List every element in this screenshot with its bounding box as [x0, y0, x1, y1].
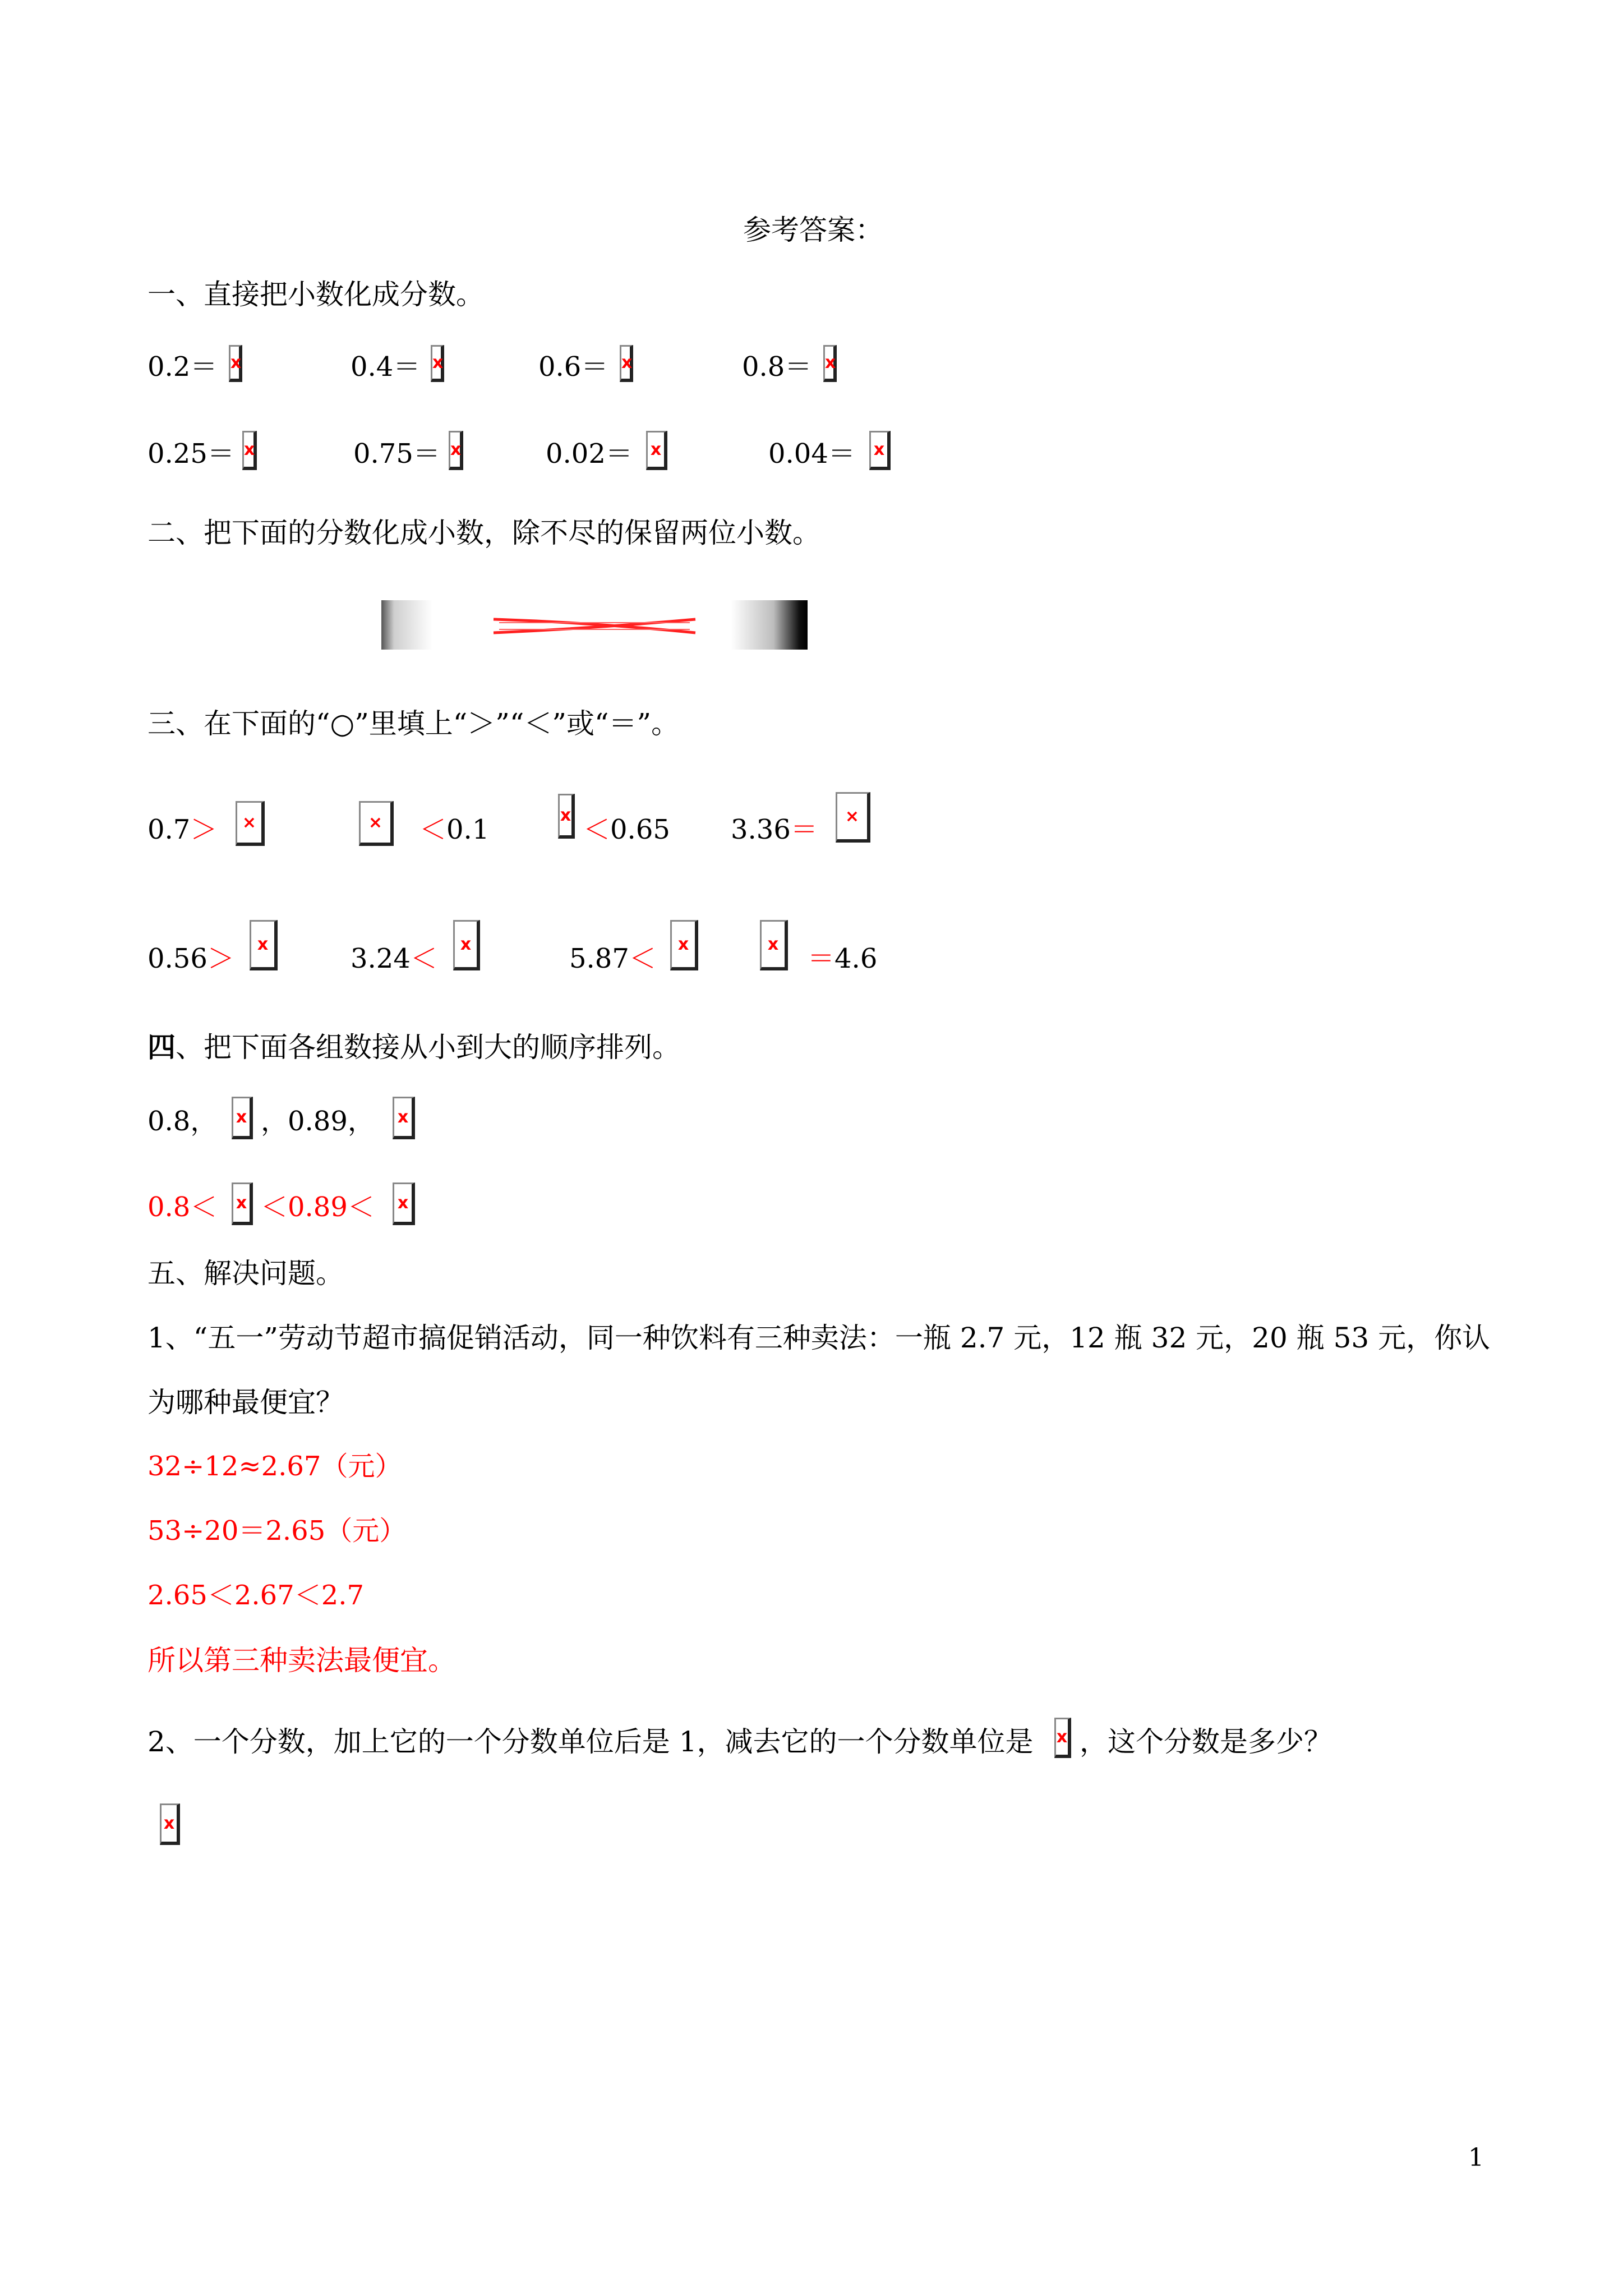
page-number: 1 — [1468, 2143, 1484, 2172]
broken-image-icon: x — [620, 345, 633, 382]
broken-image-icon: x — [760, 920, 788, 970]
broken-image-icon: x — [229, 345, 242, 382]
broken-image-icon: x — [160, 1803, 180, 1845]
broken-image-icon: x — [670, 920, 698, 970]
s1-item-8: 0.04＝ — [768, 438, 855, 470]
order-answer-a: 0.8＜ — [147, 1191, 218, 1223]
number-list-a: 0.8， — [147, 1106, 218, 1137]
broken-image-icon: x — [431, 345, 444, 382]
broken-image-icon: × — [359, 801, 394, 846]
s1-item-3: 0.6＝ — [538, 351, 608, 383]
section-1-heading: 一、直接把小数化成分数。 — [147, 278, 484, 311]
broken-image-icon: x — [393, 1182, 415, 1225]
broken-image-icon: x — [232, 1182, 253, 1225]
s1-item-2: 0.4＝ — [351, 351, 421, 383]
s1-item-1: 0.2＝ — [147, 351, 218, 383]
solution-line-3: 2.65＜2.67＜2.7 — [147, 1580, 365, 1611]
broken-image-icon: x — [558, 794, 575, 839]
number-list-b: ，0.89， — [261, 1106, 375, 1137]
broken-image-icon: × — [836, 792, 870, 843]
s1-item-6: 0.75＝ — [353, 438, 440, 470]
broken-image-icon: x — [869, 431, 891, 470]
broken-image-icon: x — [1054, 1718, 1071, 1758]
page-title: 参考答案： — [743, 214, 883, 246]
compare-2: ＜0.1 — [419, 814, 490, 845]
broken-image-icon: x — [453, 920, 480, 970]
broken-image-icon: x — [393, 1097, 415, 1139]
broken-image-icon: × — [236, 801, 265, 846]
section-2-heading: 二、把下面的分数化成小数，除不尽的保留两位小数。 — [147, 517, 820, 549]
compare-7: 5.87＜ — [569, 943, 656, 974]
compare-3: ＜0.65 — [583, 814, 670, 845]
problem-1-line-1: 1、“五一”劳动节超市搞促销活动，同一种饮料有三种卖法：一瓶 2.7 元，12 瓶 32 元，20 瓶 53 元，你认 — [147, 1322, 1491, 1354]
broken-image-icon: x — [449, 431, 463, 470]
compare-1: 0.7＞ — [147, 814, 218, 845]
broken-image-icon: x — [250, 920, 278, 970]
compare-5: 0.56＞ — [147, 943, 234, 974]
solution-conclusion: 所以第三种卖法最便宜。 — [147, 1644, 456, 1677]
broken-image-icon: x — [646, 431, 667, 470]
compare-8: ＝4.6 — [808, 943, 878, 974]
broken-image-icon: x — [232, 1097, 253, 1139]
solution-line-2: 53÷20＝2.65（元） — [147, 1515, 407, 1547]
section-3-heading: 三、在下面的“○”里填上“＞”“＜”或“＝”。 — [147, 707, 680, 740]
order-answer-b: ＜0.89＜ — [261, 1191, 375, 1223]
compare-4: 3.36＝ — [731, 814, 818, 845]
problem-1-line-2: 为哪种最便宜？ — [147, 1386, 344, 1419]
broken-image-icon: x — [823, 345, 837, 382]
s1-item-4: 0.8＝ — [742, 351, 812, 383]
problem-2-part-a: 2、一个分数，加上它的一个分数单位后是 1，减去它的一个分数单位是 — [147, 1726, 1034, 1758]
solution-line-1: 32÷12≈2.67（元） — [147, 1451, 402, 1482]
compare-6: 3.24＜ — [351, 943, 437, 974]
s1-item-5: 0.25＝ — [147, 438, 234, 470]
section-4-heading: 四、把下面各组数接从小到大的顺序排列。 — [147, 1030, 680, 1064]
s1-item-7: 0.02＝ — [546, 438, 633, 470]
broken-image-banner — [381, 600, 808, 650]
broken-image-icon: x — [242, 431, 257, 470]
section-5-heading: 五、解决问题。 — [147, 1257, 344, 1290]
problem-2-part-b: ，这个分数是多少？ — [1080, 1726, 1332, 1758]
cross-icon — [381, 600, 808, 650]
